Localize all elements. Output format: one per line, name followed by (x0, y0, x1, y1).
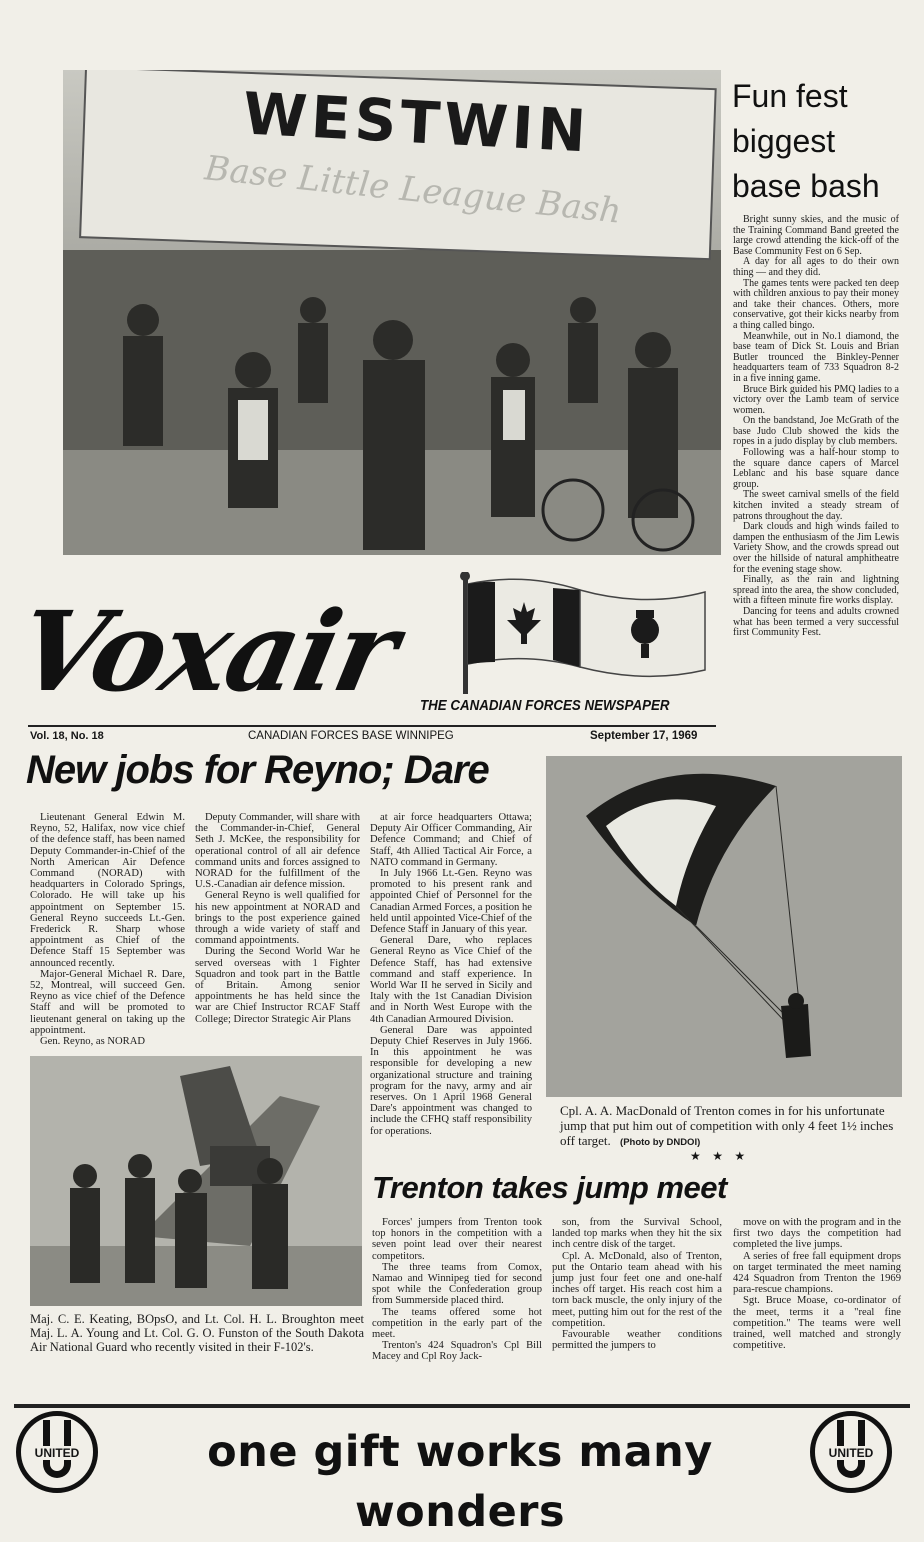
masthead-date: September 17, 1969 (590, 730, 698, 742)
masthead-tagline: THE CANADIAN FORCES NEWSPAPER (420, 698, 670, 714)
reyno-paragraph: Deputy Commander, will share with the Commander-in-Chief, General Seth J. McKee, the responsibility for operational control of all air defence command units and forces assigned to NORAD for the fulfillment of the U.S.-Canadian air defence mission. (195, 812, 360, 891)
trenton-paragraph: Sgt. Bruce Moase, co-ordinator of the meet, terms it a "real fine competition." The teams were well trained, well matched and strongly competitive. (733, 1295, 901, 1352)
funfest-paragraph: Meanwhile, out in No.1 diamond, the base team of Dick St. Louis and Brian Butler trounced the Binkley-Penner headquarters team of 733 Squadron 8-2 in a five inning game. (733, 330, 899, 384)
parachute-photo-credit: (Photo by DNDOI) (620, 1137, 701, 1148)
funfest-paragraph: Dark clouds and high winds failed to dampen the enthusiasm of the Jim Lewis Variety Show, and the crowds spread out over the hillside of natural amphitheatre for the evening stage show. (733, 521, 899, 575)
jet-photo-caption: Maj. C. E. Keating, BOpsO, and Lt. Col. H. L. Broughton meet Maj. L. A. Young and Lt. Col. G. O. Funston of the South Dakota Air National Guard who recently visited in their F-102's. (30, 1312, 364, 1354)
masthead-base: CANADIAN FORCES BASE WINNIPEG (248, 730, 454, 742)
reyno-column-1 (30, 812, 185, 1047)
funfest-paragraph: Bright sunny skies, and the music of the Training Command Band greeted the large crowd attending the kick-off of the Base Community Fest on 6 Sep. (733, 214, 899, 257)
united-badge-label: UNITED (819, 1446, 883, 1460)
reyno-paragraph: During the Second World War he served overseas with 1 Fighter Squadron and took part in the Battle of Britain. Among senior appointments he has held since the war are Chief Instructor RCAF Staff College; Director Strategic Air Plans (195, 946, 360, 1025)
parachute-photo-art (546, 756, 902, 1097)
reyno-headline: New jobs for Reyno; Dare (26, 748, 489, 792)
united-badge-left (16, 1411, 98, 1493)
united-slogan: one gift works many wonders (207, 1427, 713, 1537)
funfest-headline-line-2: biggest (732, 123, 836, 159)
masthead-volume: Vol. 18, No. 18 (30, 730, 104, 742)
trenton-column-1 (372, 1217, 542, 1363)
trenton-paragraph: Cpl. A. McDonald, also of Trenton, put the Ontario team ahead with his jump just four feet one and one-half inches off target. His reach cost him a torn back muscle, the only injury of the meet, putting him out for the rest of the competition. (552, 1250, 722, 1329)
reyno-paragraph: Lieutenant General Edwin M. Reyno, 52, Halifax, now vice chief of the defence staff, has been named Deputy Commander-in-Chief of the North American Air Defence Command (NORAD) with headquarters in Colorado Springs, Colorado. He will take up his appointment on September 15. General Reyno succeeds Lt.-Gen. Frederick R. Sharp whose appointment as Chief of the Defence Staff 15 September was announced recently. (30, 812, 185, 969)
jet-photo-art (30, 1056, 362, 1306)
reyno-paragraph: Major-General Michael R. Dare, 52, Montreal, will succeed Gen. Reyno as vice chief of the Defence Staff and will be promoted to lieutenant general on taking up the appointment. (30, 968, 185, 1036)
reyno-paragraph: Gen. Reyno, as NORAD (40, 1036, 146, 1048)
united-badge-right (810, 1411, 892, 1493)
funfest-paragraph: The games tents were packed ten deep with children anxious to pay their money and take their chances. Others, more conservative, got their kicks nearby from a thing called bingo. (733, 277, 899, 331)
trenton-paragraph: Favourable weather conditions permitted the jumpers to (552, 1329, 722, 1352)
trenton-paragraph: A series of free fall equipment drops on target terminated the meet naming 424 Squadron from Trenton the 1969 para-rescue champions. (733, 1250, 901, 1296)
trenton-column-3 (733, 1217, 901, 1351)
jet-photo (30, 1056, 362, 1306)
reyno-paragraph: In July 1966 Lt.-Gen. Reyno was promoted to his present rank and appointed Chief of Personnel for the Canadian Armed Forces, a position he held until appointed Vice-Chief of the Defence Staff in January of this year. (370, 868, 532, 936)
flag-icon (455, 572, 715, 697)
reyno-paragraph: at air force headquarters Ottawa; Deputy Air Officer Commanding, Air Defence Command; and Chief of Staff, 4th Allied Tactical Air Force, a NATO command in Germany. (370, 812, 532, 868)
united-badge-label: UNITED (25, 1446, 89, 1460)
ad-top-rule (14, 1404, 910, 1408)
funfest-paragraph: Dancing for teens and adults crowned what has been termed a very successful first Community Fest. (733, 605, 899, 639)
parachute-photo (546, 756, 902, 1097)
parachute-caption (560, 1103, 900, 1150)
funfest-paragraph: Finally, as the rain and lightning spread into the area, the show concluded, with a fifteen minute fire works display. (733, 574, 899, 607)
section-stars: ★ ★ ★ (690, 1149, 746, 1163)
funfest-paragraph: Bruce Birk guided his PMQ ladies to a victory over the Lamb team of service women. (733, 383, 899, 416)
funfest-paragraph: On the bandstand, Joe McGrath of the base Judo Club showed the kids the ropes in a judo display by club members. (733, 415, 899, 448)
trenton-column-2 (552, 1217, 722, 1351)
masthead-logo: Voxair (6, 587, 408, 716)
funfest-headline-line-1: Fun fest (732, 78, 848, 114)
banner-script: Base Little League Bash (202, 148, 624, 232)
trenton-paragraph: move on with the program and in the first two days the competition had completed the live jumps. (733, 1217, 901, 1251)
reyno-paragraph: General Reyno is well qualified for his new appointment at NORAD and brings to the post experience gained through a wide variety of staff and command appointments. (195, 890, 360, 947)
reyno-paragraph: General Dare was appointed Deputy Chief Reserves in July 1966. In this appointment he was responsible for developing a new organizational structure and training program for the navy, army and air reserves. On 1 April 1968 General Dare's appointment was changed to include the CFHQ staff responsibility for operations. (370, 1024, 532, 1137)
funfest-paragraph: A day for all ages to do their own thing — and they did. (733, 256, 899, 278)
reyno-paragraph: General Dare, who replaces General Reyno as Vice Chief of the Defence Staff, has had extensive command and staff experience. In World War II he served in Sicily and Italy with the 1st Canadian Division and in North West Europe with the 4th Canadian Armoured Division. (370, 935, 532, 1025)
festival-photo (63, 70, 721, 555)
trenton-paragraph: Forces' jumpers from Trenton took top honors in the competition with a seven point lead over their nearest competitors. (372, 1217, 542, 1262)
trenton-paragraph: Trenton's 424 Squadron's Cpl Bill Macey and Cpl Roy Jack- (372, 1340, 542, 1363)
parachute-caption-text: Cpl. A. A. MacDonald of Trenton comes in for his unfortunate jump that put him out of competition with only 4 feet 1½ inches off target. (560, 1103, 894, 1148)
trenton-paragraph: The three teams from Comox, Namao and Winnipeg tied for second spot while the Confederation group from Summerside placed third. (372, 1261, 542, 1307)
funfest-paragraph: Following was a half-hour stomp to the square dance capers of Marcel Leblanc and his base square dance group. (733, 447, 899, 490)
masthead-rule (28, 725, 716, 727)
masthead-flag (455, 572, 715, 697)
trenton-headline: Trenton takes jump meet (372, 1170, 727, 1205)
reyno-column-2 (195, 812, 360, 1025)
trenton-paragraph: The teams offered some hot competition in the early part of the meet. (372, 1306, 542, 1341)
trenton-paragraph: son, from the Survival School, landed top marks when they hit the six inch centre disk of the target. (552, 1217, 722, 1251)
reyno-column-3 (370, 812, 532, 1137)
funfest-headline (732, 74, 912, 209)
funfest-headline-line-3: base bash (732, 168, 880, 204)
funfest-paragraph: The sweet carnival smells of the field kitchen invited a steady stream of patrons throughout the day. (733, 489, 899, 522)
funfest-body (733, 215, 899, 639)
banner-text: WESTWIN (241, 79, 592, 166)
